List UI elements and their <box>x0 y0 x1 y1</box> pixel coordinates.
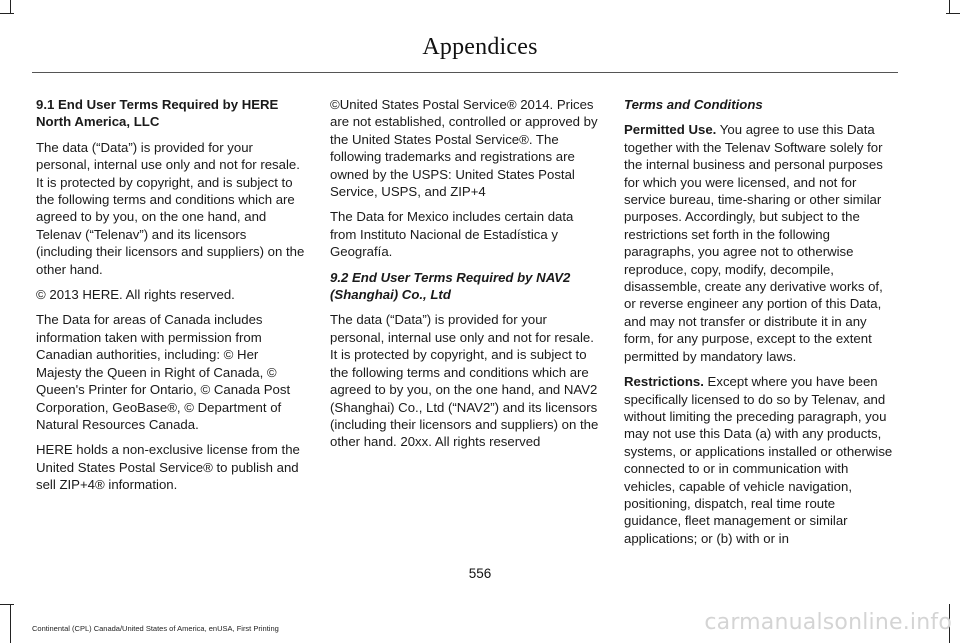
watermark: carmanualsonline.info <box>704 610 952 635</box>
header-divider <box>32 72 898 73</box>
section-heading: 9.2 End User Terms Required by NAV2 (Shanghai) Co., Ltd <box>330 269 571 303</box>
text-column-1 <box>36 96 306 502</box>
paragraph: ©United States Postal Service® 2014. Prices are not established, controlled or approved by the United States Postal Service®. The following trademarks and registrations are owned by the USPS: United States Postal Service, USPS, and ZIP+4 <box>330 97 598 200</box>
print-info: Continental (CPL) Canada/United States of America, enUSA, First Printing <box>32 624 279 633</box>
paragraph-lead: Permitted Use. <box>624 122 717 138</box>
paragraph-text: Except where you have been specifically licensed to do so by Telenav, and without limiting the preceding paragraph, you may not use this Data (a) with any products, systems, or applications installed or otherwise connected to or in communication with vehicles, capable of vehicle navigation, positioning, dispatch, real time route guidance, fleet management or similar applications; or (b) with or in <box>624 374 893 546</box>
paragraph: © 2013 HERE. All rights reserved. <box>36 287 235 303</box>
paragraph: The Data for Mexico includes certain data from Instituto Nacional de Estadística y Geografía. <box>330 209 574 260</box>
paragraph-lead: Restrictions. <box>624 374 704 390</box>
crop-mark-top-left-horizontal <box>0 13 14 14</box>
paragraph: The data (“Data”) is provided for your personal, internal use only and not for resale. It is protected by copyright, and is subject to the following terms and conditions which are agreed to by you, on the one hand, and NAV2 (Shanghai) Co., Ltd (“NAV2”) and its licensors (including their licensors and suppliers) on the other hand. 20xx. All rights reserved <box>330 312 599 450</box>
page-title: Appendices <box>422 34 538 60</box>
crop-mark-top-left-vertical <box>10 0 11 14</box>
page-number: 556 <box>468 566 492 581</box>
paragraph-text: You agree to use this Data together with the Telenav Software solely for the internal business and personal purposes for which you were licensed, and not for service bureau, time-sharing or other similar purposes. Accordingly, but subject to the restrictions set forth in the following paragraphs, you agree not to otherwise reproduce, copy, modify, decompile, disassemble, create any derivative works of, or reverse engineer any portion of this Data, and may not transfer or distribute it in any form, for any purpose, except to the extent permitted by mandatory laws. <box>624 122 883 364</box>
crop-mark-top-right-vertical <box>949 0 950 14</box>
crop-mark-bottom-left-vertical <box>10 604 11 643</box>
section-heading: Terms and Conditions <box>624 97 763 112</box>
text-column-3 <box>624 96 894 555</box>
paragraph <box>624 373 894 547</box>
crop-mark-top-right-horizontal <box>946 13 960 14</box>
section-heading: 9.1 End User Terms Required by HERE North America, LLC <box>36 97 279 130</box>
paragraph: The data (“Data”) is provided for your personal, internal use only and not for resale. It is protected by copyright, and is subject to the following terms and conditions which are agreed to by you, on the one hand, and Telenav (“Telenav”) and its licensors (including their licensors and suppliers) on the other hand. <box>36 139 305 277</box>
paragraph <box>624 121 894 365</box>
paragraph: HERE holds a non-exclusive license from the United States Postal Service® to publish and sell ZIP+4® information. <box>36 442 300 493</box>
text-column-2 <box>330 96 600 459</box>
crop-mark-bottom-left-horizontal <box>0 604 14 605</box>
paragraph: The Data for areas of Canada includes information taken with permission from Canadian authorities, including: © Her Majesty the Queen in Right of Canada, © Queen's Printer for Ontario, © Canada Post Corporation, GeoBase®, © Department of Natural Resources Canada. <box>36 312 291 432</box>
